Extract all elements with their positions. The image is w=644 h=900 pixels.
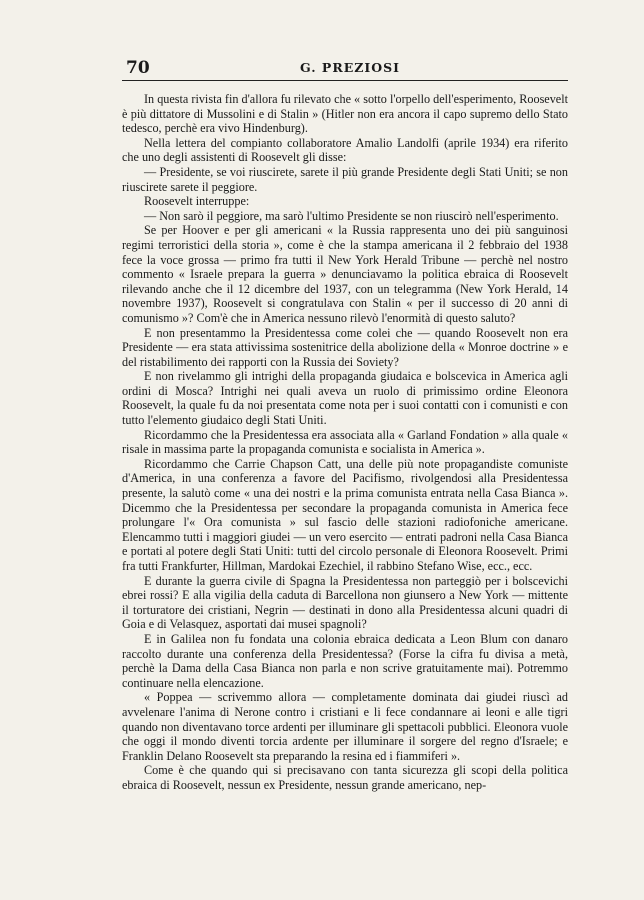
paragraph: — Presidente, se voi riuscirete, sarete il più grande Presidente degli Stati Uniti; se non riuscirete sarete il peggiore.	[122, 164, 568, 194]
paragraph: In questa rivista fin d'allora fu rilevato che « sotto l'orpello dell'esperimento, Roosevelt è più dittatore di Mussolini e di Stalin » (Hitler non era ancora il capo supremo dello Stato tedesco, perchè era vivo Hindenburg).	[122, 92, 568, 136]
paragraph: Ricordammo che Carrie Chapson Catt, una delle più note propagandiste comuniste d'America, in una conferenza a favore del Pacifismo, rivolgendosi alla Presidentessa presente, la salutò come « una dei nostri e la prima comunista entrata nella Casa Bianca ». Dicemmo che la Presidentessa per secondare la propaganda comunista in America fece prolungare l'« Ora comunista » sul fascio delle stazioni radiofoniche americane. Elencammo tutti i maggiori giudei — un vero esercito — entrati padroni nella Casa Bianca e portati al potere degli Stati Uniti: tutti del circolo personale di Eleonora Roosevelt. Primi fra tutti Frankfurter, Hillman, Mardokai Ezechiel, il rabbino Stefano Wise, ecc., ecc.	[122, 456, 568, 573]
paragraph: E in Galilea non fu fondata una colonia ebraica dedicata a Leon Blum con danaro raccolto durante una conferenza della Presidentessa? (Forse la cifra fu divisa a metà, perchè la Dama della Casa Bianca non parla e non scrive gratuitamente mai). Potremmo continuare nella elencazione.	[122, 631, 568, 690]
paragraph: Ricordammo che la Presidentessa era associata alla « Garland Fondation » alla quale « risale in massima parte la propaganda comunista e socialista in America ».	[122, 427, 568, 457]
paragraph: Roosevelt interruppe:	[144, 194, 250, 209]
paragraph: E durante la guerra civile di Spagna la Presidentessa non parteggiò per i bolscevichi ebrei rossi? E alla vigilia della caduta di Barcellona non giunsero a New York — mittente il torturatore dei cristiani, Negrin — destinati in dono alla Presidentessa alcuni quadri di Goia e di Velasquez, asportati dai musei spagnoli?	[122, 573, 568, 632]
page-header	[122, 58, 568, 82]
header-rule	[122, 80, 568, 81]
paragraph: — Non sarò il peggiore, ma sarò l'ultimo Presidente se non riuscirò nell'esperimento.	[144, 208, 559, 223]
paragraph: E non presentammo la Presidentessa come colei che — quando Roosevelt non era Presidente — era stata attivissima sostenitrice della abolizione della « Monroe doctrine » e del ristabilimento dei rapporti con la Russia dei Soviety?	[122, 325, 568, 369]
body-text	[122, 92, 568, 793]
paragraph: « Poppea — scrivemmo allora — completamente dominata dai giudei riuscì ad avvelenare l'anima di Nerone contro i cristiani e li fece condannare ai leoni e alle tigri quando non diventavano torce ardenti per illuminare gli spettacoli pubblici. Eleonora vuole che oggi il mondo diventi torcia ardente per illuminare il sorgere del regno d'Israele; e Franklin Delano Roosevelt sta preparando la resina ed i fiammiferi ».	[122, 690, 568, 763]
page-number: 70	[126, 58, 150, 78]
paragraph: Nella lettera del compianto collaboratore Amalio Landolfi (aprile 1934) era riferito che uno degli assistenti di Roosevelt gli disse:	[122, 135, 568, 165]
paragraph: E non rivelammo gli intrighi della propaganda giudaica e bolscevica in America agli ordini di Mosca? Intrighi nei quali aveva un ruolo di primissimo ordine Eleonora Roosevelt, la quale fu da noi presentata come nota per i suoi contatti con i comunisti e con tutto l'elemento giudaico degli Stati Uniti.	[122, 369, 568, 428]
running-title: G. PREZIOSI	[300, 60, 400, 75]
paragraph: Se per Hoover e per gli americani « la Russia rappresenta uno dei più sanguinosi regimi terroristici della storia », come è che la stampa americana il 2 febbraio del 1938 fece la voce grossa — primo fra tutti il New York Herald Tribune — perchè nel nostro commento « Israele prepara la guerra » denunciavamo la politica ebraica di Roosevelt rilevando anche che il 12 dicembre del 1937, con un telegramma (New York Herald, 14 novembre 1937), Roosevelt si congratulava con Stalin « per il successo di 20 anni di comunismo »? Com'è che in America nessuno rilevò l'enormità di questo saluto?	[122, 223, 568, 325]
paragraph: Come è che quando qui si precisavano con tanta sicurezza gli scopi della politica ebraica di Roosevelt, nessun ex Presidente, nessun grande americano, nep-	[122, 763, 568, 792]
